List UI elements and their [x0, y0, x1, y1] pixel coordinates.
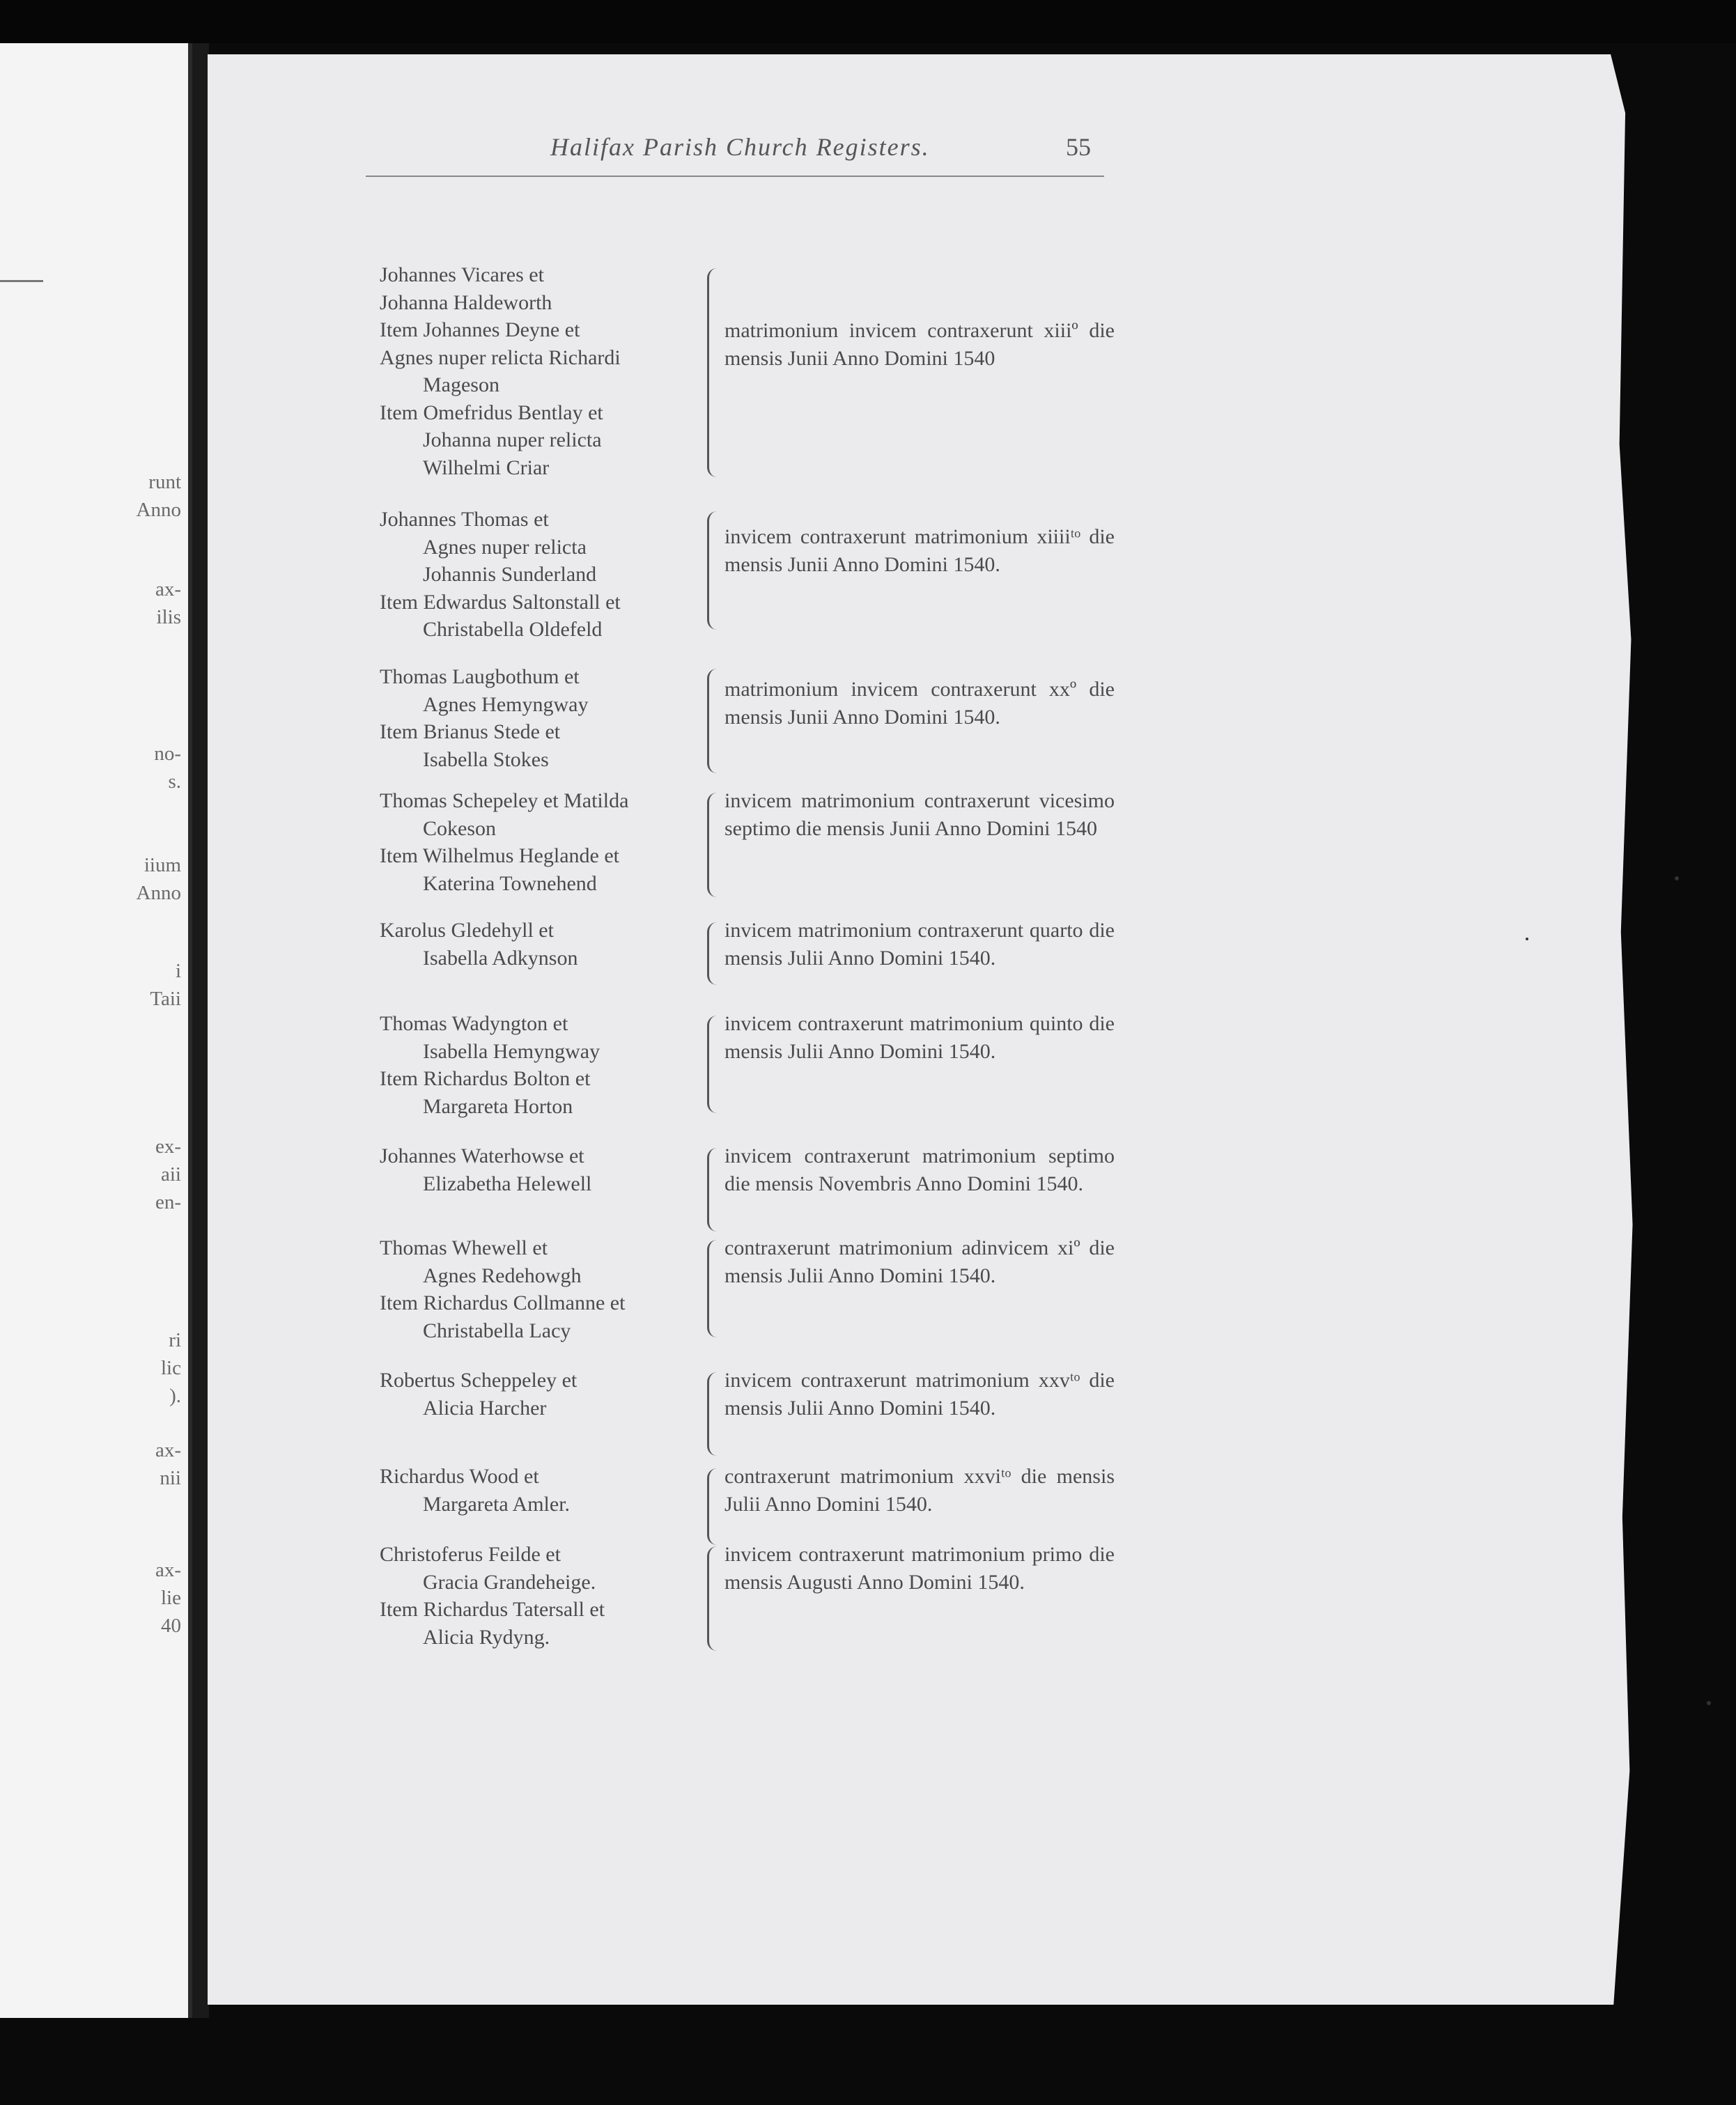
curly-brace [707, 1016, 722, 1113]
page-number: 55 [1066, 133, 1091, 161]
curly-brace [707, 1240, 722, 1337]
curly-brace [707, 793, 722, 897]
previous-page-text-fragment [155, 1436, 181, 1492]
marriage-record-text: invicem contraxerunt matrimonium xxvᵗᵒ die mensis Julii Anno Domini 1540. [724, 1369, 1115, 1420]
couple-names [380, 261, 707, 481]
name-line: Wilhelmi Criar [423, 456, 550, 479]
fragment-line: ax- [155, 1439, 181, 1461]
couple-names [380, 1142, 707, 1197]
curly-brace [707, 511, 722, 630]
fragment-line: ax- [155, 1559, 181, 1581]
name-line: Agnes nuper relicta [423, 535, 587, 559]
couple-names [380, 663, 707, 773]
name-line: Agnes nuper relicta Richardi [380, 345, 621, 369]
fragment-line: Anno [136, 882, 181, 904]
fragment-line: Taii [150, 988, 181, 1010]
scan-border [0, 0, 1736, 43]
curly-brace [707, 1468, 722, 1545]
fragment-line: en- [155, 1191, 181, 1213]
ink-speck [1675, 876, 1679, 880]
name-line: Item Edwardus Saltonstall et [380, 590, 621, 614]
previous-page-text-fragment [150, 957, 181, 1013]
name-line: Elizabetha Helewell [423, 1172, 592, 1195]
name-line: Margareta Horton [423, 1094, 573, 1118]
name-line: Alicia Rydyng. [423, 1625, 550, 1649]
name-line: Item Richardus Bolton et [380, 1067, 591, 1090]
fragment-line: i [175, 960, 181, 982]
previous-page-text-fragment [137, 468, 181, 524]
name-line: Isabella Adkynson [423, 946, 578, 970]
name-line: Johanna nuper relicta [423, 428, 602, 451]
fragment-line: ). [169, 1385, 181, 1407]
name-line: Item Wilhelmus Heglande et [380, 844, 619, 867]
fragment-line: 40 [161, 1615, 181, 1637]
previous-page-text-fragment [155, 1556, 181, 1640]
previous-page-rule [0, 280, 43, 282]
name-line: Isabella Hemyngway [423, 1039, 600, 1063]
fragment-line: no- [154, 743, 181, 765]
curly-brace [707, 1546, 722, 1651]
name-line: Christoferus Feilde et [380, 1543, 561, 1566]
name-line: Agnes Redehowgh [423, 1264, 582, 1287]
name-line: Mageson [423, 373, 499, 396]
name-line: Johannes Waterhowse et [380, 1144, 584, 1167]
marriage-record-text: matrimonium invicem contraxerunt xxº die mensis Junii Anno Domini 1540. [724, 678, 1115, 729]
previous-page-text-fragment [154, 740, 181, 795]
fragment-line: ri [169, 1329, 181, 1351]
couple-names [380, 1463, 707, 1518]
name-line: Johanna Haldeworth [380, 290, 552, 314]
marriage-record-text: invicem contraxerunt matrimonium quinto die mensis Julii Anno Domini 1540. [724, 1012, 1115, 1063]
fragment-line: lie [161, 1587, 181, 1609]
previous-page-text-fragment [137, 851, 181, 907]
previous-page-text-fragment [155, 575, 181, 631]
couple-names [380, 1010, 707, 1120]
name-line: Christabella Oldefeld [423, 618, 603, 641]
couple-names [380, 1367, 707, 1422]
previous-page-text-fragment [161, 1326, 181, 1410]
book-gutter [192, 43, 209, 2018]
name-line: Richardus Wood et [380, 1465, 539, 1488]
name-line: Isabella Stokes [423, 747, 549, 771]
marriage-record-text: matrimonium invicem contraxerunt xiiiº die mensis Junii Anno Domini 1540 [724, 319, 1115, 370]
name-line: Agnes Hemyngway [423, 692, 589, 716]
name-line: Christabella Lacy [423, 1319, 571, 1342]
couple-names [380, 1234, 707, 1344]
couple-names [380, 1541, 707, 1651]
name-line: Johannes Thomas et [380, 508, 549, 531]
previous-page-text-fragment [155, 1133, 181, 1216]
curly-brace [707, 268, 722, 477]
name-line: Margareta Amler. [423, 1492, 571, 1516]
couple-names [380, 506, 707, 644]
name-line: Thomas Schepeley et Matilda [380, 789, 629, 812]
fragment-line: Anno [136, 499, 181, 521]
name-line: Thomas Wadyngton et [380, 1012, 568, 1035]
couple-names [380, 787, 707, 897]
marriage-record-text: invicem contraxerunt matrimonium xiiiiᵗᵒ die mensis Junii Anno Domini 1540. [724, 525, 1115, 576]
name-line: Item Omefridus Bentlay et [380, 401, 603, 424]
name-line: Alicia Harcher [423, 1396, 547, 1420]
ink-speck [1707, 1701, 1711, 1705]
name-line: Cokeson [423, 816, 496, 840]
name-line: Item Richardus Tatersall et [380, 1598, 605, 1621]
marriage-record-text: invicem contraxerunt matrimonium septimo die mensis Novembris Anno Domini 1540. [724, 1144, 1115, 1195]
marriage-record-text: contraxerunt matrimonium xxviᵗᵒ die mensis Julii Anno Domini 1540. [724, 1465, 1115, 1516]
fragment-line: iium [144, 854, 181, 876]
fragment-line: aii [161, 1163, 181, 1186]
curly-brace [707, 1372, 722, 1456]
fragment-line: runt [148, 471, 181, 493]
marriage-record-text: invicem matrimonium contraxerunt quarto die mensis Julii Anno Domini 1540. [724, 919, 1115, 970]
running-header: Halifax Parish Church Registers. [550, 133, 930, 161]
marriage-record-text: contraxerunt matrimonium adinvicem xiº die mensis Julii Anno Domini 1540. [724, 1236, 1115, 1287]
name-line: Thomas Laugbothum et [380, 665, 580, 688]
name-line: Robertus Scheppeley et [380, 1369, 578, 1392]
fragment-line: ilis [156, 606, 181, 628]
name-line: Gracia Grandeheige. [423, 1570, 596, 1594]
name-line: Item Brianus Stede et [380, 720, 561, 743]
couple-names [380, 917, 707, 972]
name-line: Katerina Townehend [423, 871, 597, 895]
fragment-line: nii [160, 1467, 181, 1489]
name-line: Thomas Whewell et [380, 1236, 548, 1259]
curly-brace [707, 669, 722, 773]
marriage-record-text: invicem matrimonium contraxerunt vicesimo septimo die mensis Junii Anno Domini 1540 [724, 789, 1115, 840]
fragment-line: lic [161, 1357, 181, 1379]
previous-page-edge [0, 43, 192, 2018]
fragment-line: s. [168, 770, 181, 793]
name-line: Item Richardus Collmanne et [380, 1291, 626, 1314]
fragment-line: ax- [155, 578, 181, 600]
header-rule [366, 176, 1104, 177]
curly-brace [707, 1148, 722, 1232]
curly-brace [707, 922, 722, 985]
ink-speck [1526, 938, 1528, 940]
marriage-record-text: invicem contraxerunt matrimonium primo die mensis Augusti Anno Domini 1540. [724, 1543, 1115, 1594]
name-line: Johannis Sunderland [423, 563, 597, 586]
name-line: Item Johannes Deyne et [380, 318, 580, 341]
name-line: Karolus Gledehyll et [380, 919, 554, 942]
name-line: Johannes Vicares et [380, 263, 544, 286]
fragment-line: ex- [155, 1135, 181, 1158]
